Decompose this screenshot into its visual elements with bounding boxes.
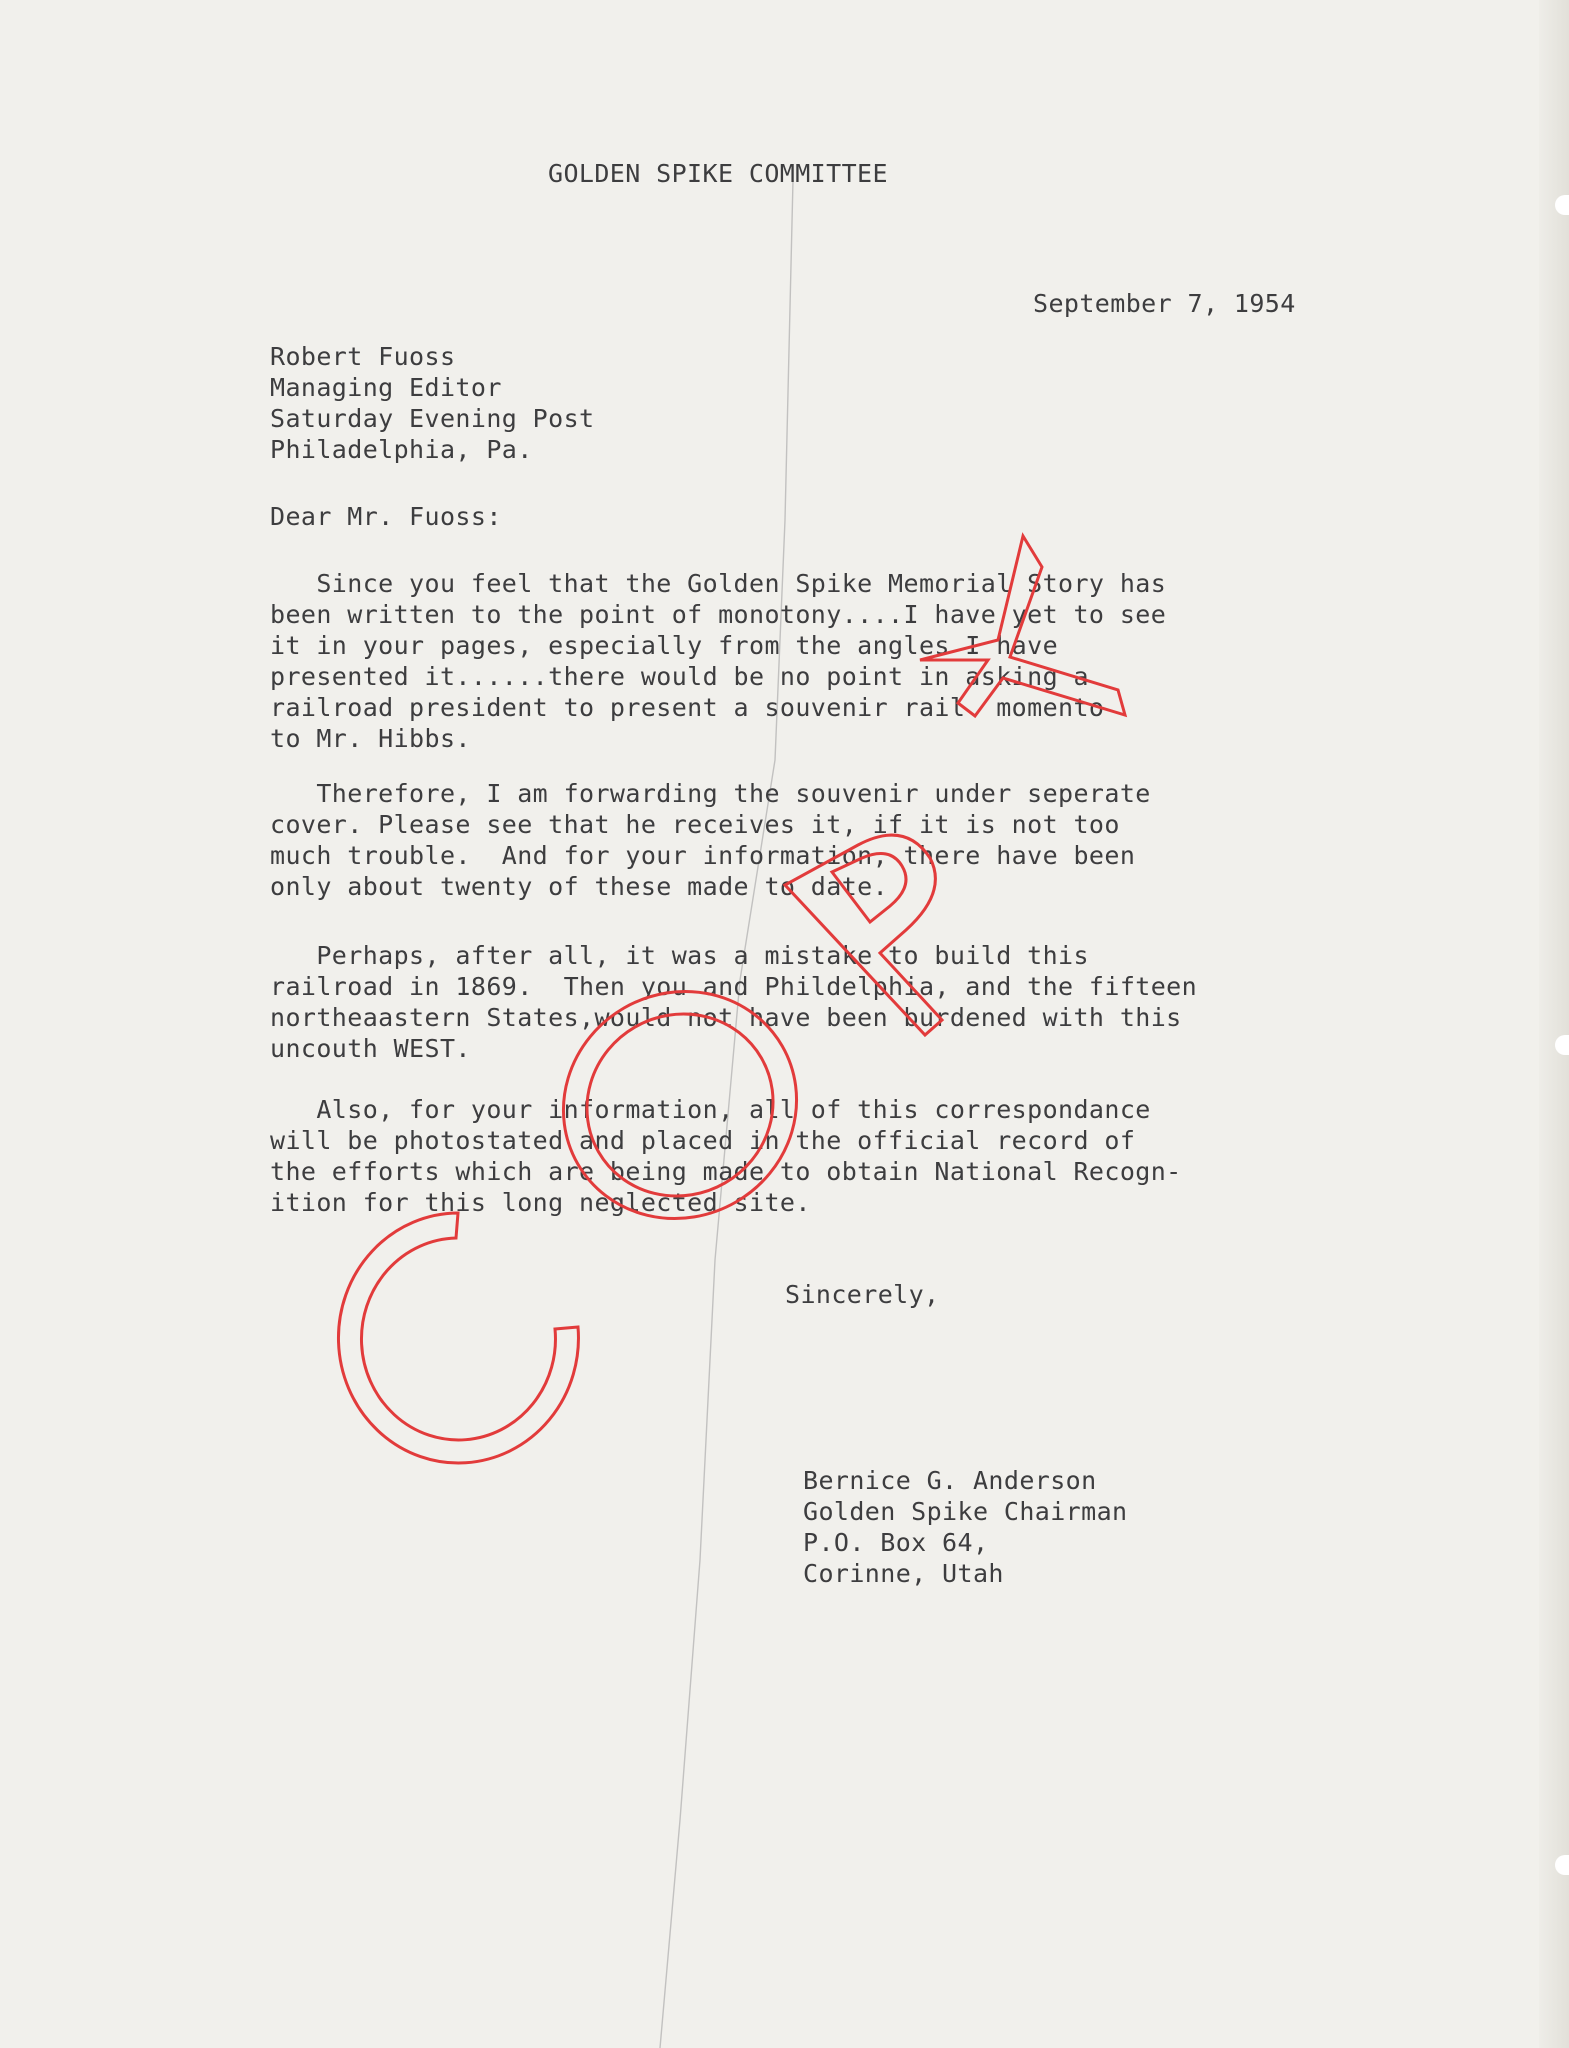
complimentary-closing: Sincerely, — [785, 1280, 940, 1309]
letterhead-title: GOLDEN SPIKE COMMITTEE — [548, 159, 888, 188]
recipient-line: Saturday Evening Post — [270, 404, 595, 433]
recipient-line: Philadelphia, Pa. — [270, 435, 533, 464]
body-paragraph: Since you feel that the Golden Spike Memorial Story has been written to the point of monotony....I have yet to see it in your pages, especially from the angles I have presented it......there would be no point in asking a railroad president to present a souvenir rail momento to Mr. Hibbs. — [270, 569, 1167, 753]
recipient-line: Managing Editor — [270, 373, 502, 402]
body-paragraph: Also, for your information, all of this correspondance will be photostated and placed in the official record of the efforts which are being made to obtain National Recogn- ition for this long neglected site. — [270, 1095, 1182, 1217]
recipient-address — [270, 341, 594, 465]
signature-line: Golden Spike Chairman — [803, 1497, 1128, 1526]
signature-line: Bernice G. Anderson — [803, 1466, 1097, 1495]
salutation: Dear Mr. Fuoss: — [270, 502, 502, 531]
letter-date: September 7, 1954 — [1033, 289, 1296, 318]
body-paragraph: Perhaps, after all, it was a mistake to build this railroad in 1869. Then you and Phildelphia, and the fifteen northeaastern States,would not have been burdened with this uncouth WEST. — [270, 941, 1198, 1063]
body-paragraph: Therefore, I am forwarding the souvenir under seperate cover. Please see that he receives it, if it is not too much trouble. And for your information, there have been only about twenty of these made to date. — [270, 779, 1151, 901]
recipient-line: Robert Fuoss — [270, 342, 456, 371]
signature-block — [803, 1465, 1127, 1589]
signature-line: P.O. Box 64, — [803, 1528, 989, 1557]
signature-line: Corinne, Utah — [803, 1559, 1004, 1588]
